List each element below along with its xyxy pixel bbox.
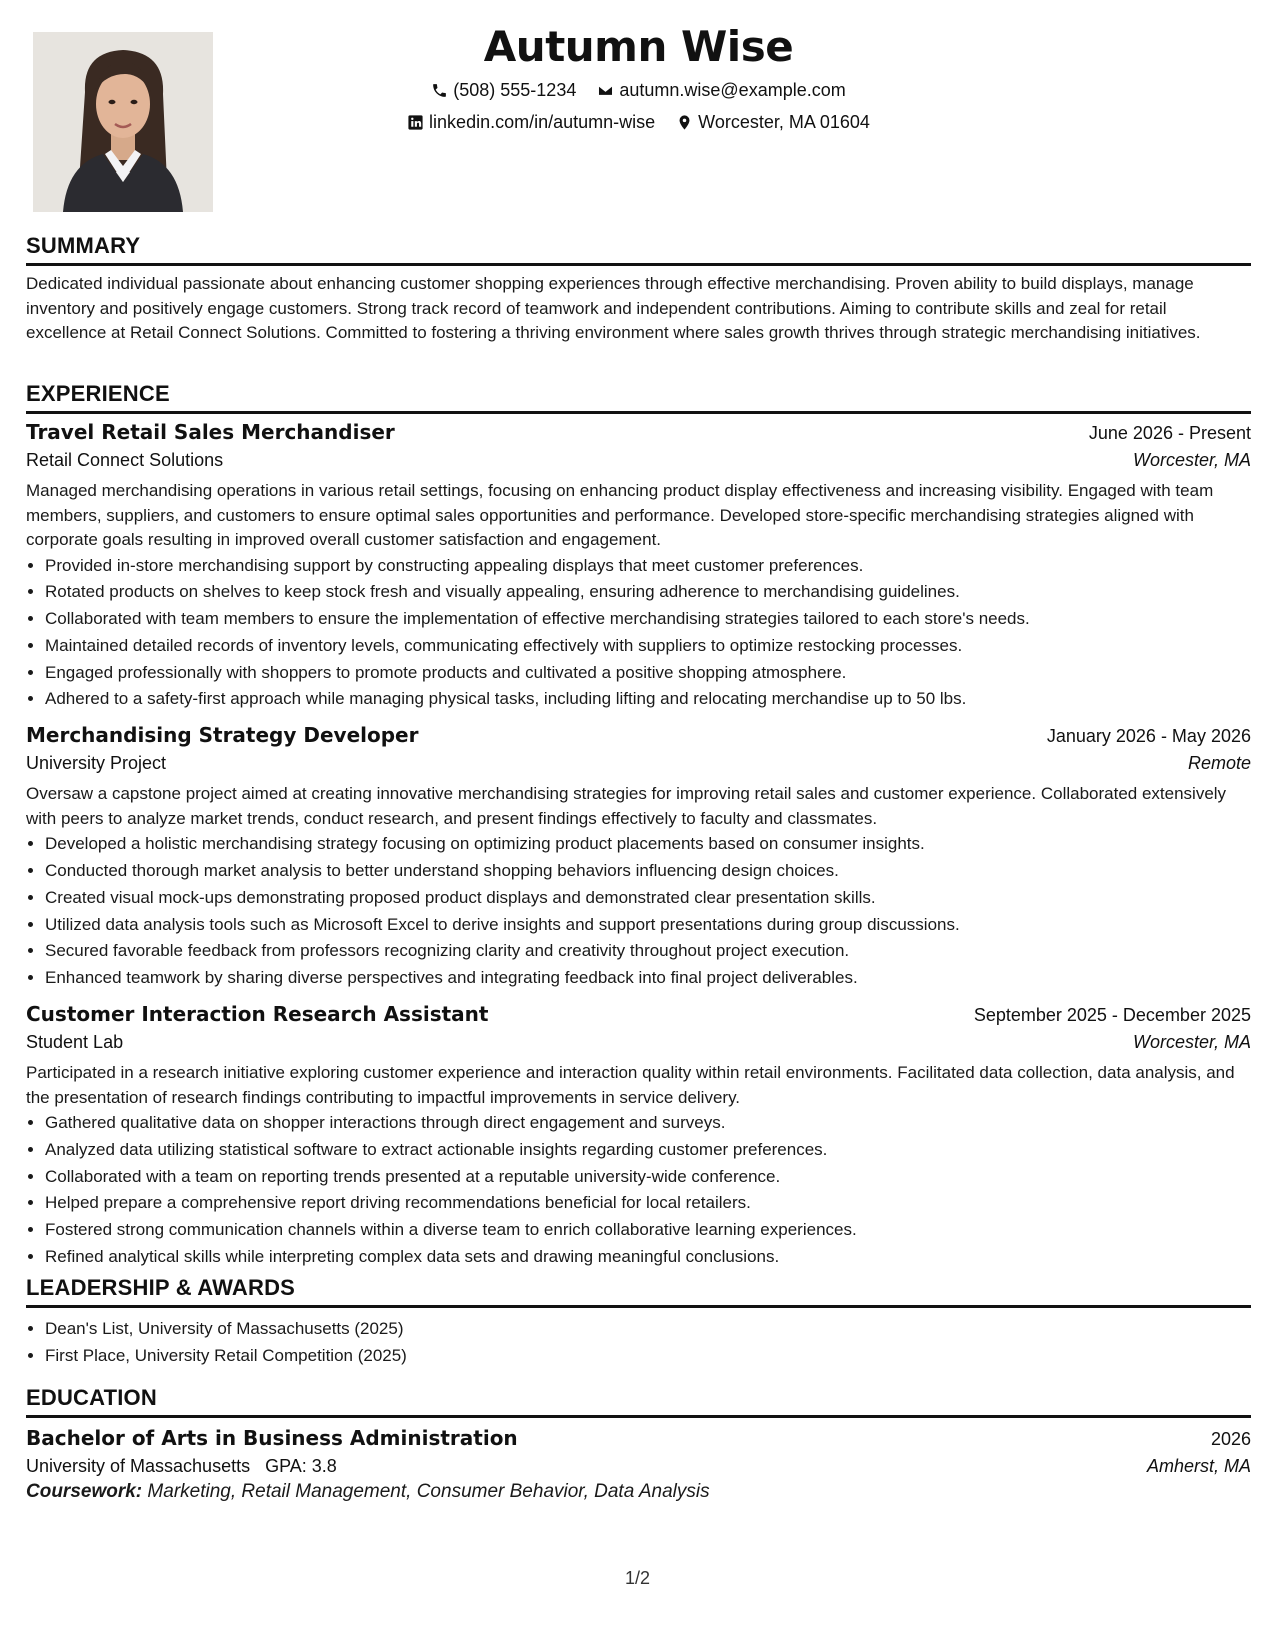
resume-header (26, 0, 1251, 245)
job-header-row (26, 1002, 1251, 1026)
job-location: Worcester, MA (1132, 1032, 1251, 1053)
job-entry (26, 1002, 1251, 1271)
leadership-heading: LEADERSHIP & AWARDS (26, 1275, 1251, 1308)
degree-row (26, 1426, 1251, 1450)
job-entry (26, 723, 1251, 992)
list-item: • Developed a holistic merchandising strategy focusing on optimizing product placements based on consumer insights. (45, 831, 1251, 858)
phone-icon (431, 82, 448, 99)
list-item: • Maintained detailed records of inventory levels, communicating effectively with suppliers to optimize restocking processes. (45, 633, 1251, 660)
experience-heading: EXPERIENCE (26, 381, 1251, 414)
job-description: Participated in a research initiative exploring customer experience and interaction quality within retail environments. Facilitated data collection, data analysis, and the presentation of research findings contributing to impactful improvements in service delivery. (26, 1063, 1235, 1107)
location-text: Worcester, MA 01604 (698, 112, 870, 132)
job-title: Customer Interaction Research Assistant (26, 1002, 489, 1027)
list-item: • Rotated products on shelves to keep stock fresh and visually appealing, ensuring adherence to merchandising guidelines. (45, 579, 1251, 606)
list-item: • Provided in-store merchandising support by constructing appealing displays that meet customer preferences. (45, 553, 1251, 580)
linkedin-contact[interactable] (407, 112, 655, 133)
candidate-name: Autumn Wise (483, 22, 794, 71)
list-item: • Enhanced teamwork by sharing diverse perspectives and integrating feedback into final project deliverables. (45, 965, 1251, 992)
school-location: Amherst, MA (1146, 1456, 1251, 1476)
map-pin-icon (676, 114, 693, 131)
list-item: • Secured favorable feedback from professors recognizing clarity and creativity throughout project execution. (45, 938, 1251, 965)
education-section (26, 1385, 1251, 1503)
job-header-row (26, 420, 1251, 444)
job-location: Worcester, MA (1132, 450, 1251, 470)
list-item: • Collaborated with team members to ensure the implementation of effective merchandising strategies tailored to each store's needs. (45, 606, 1251, 633)
job-bullets (26, 1110, 1251, 1271)
job-header-row (26, 723, 1251, 747)
summary-text: Dedicated individual passionate about enhancing customer shopping experiences through effective merchandising. Proven ability to build displays, manage inventory and positively engage customers. Strong track record of teamwork and independent contributions. Aiming to contribute skills and zeal for retail excellence at Retail Connect Solutions. Committed to fostering a thriving environment where sales growth thrives through strategic merchandising initiatives. (26, 274, 1201, 342)
location-contact (676, 112, 870, 133)
experience-section (26, 381, 1251, 1271)
job-organization: University Project (26, 753, 167, 774)
list-item: • First Place, University Retail Competition (2025) (45, 1343, 1251, 1370)
job-organization: Retail Connect Solutions (26, 450, 224, 470)
list-item: • Collaborated with a team on reporting trends presented at a reputable university-wide conference. (45, 1164, 1251, 1191)
list-item: • Analyzed data utilizing statistical software to extract actionable insights regarding customer preferences. (45, 1137, 1251, 1164)
job-entry (26, 420, 1251, 713)
school-info (26, 1456, 337, 1477)
contact-line-2 (26, 112, 1251, 136)
job-dates: June 2026 - Present (1088, 423, 1251, 443)
contact-line-1 (26, 80, 1251, 104)
resume-page (26, 0, 1251, 1502)
phone-contact[interactable] (431, 80, 576, 101)
job-location: Remote (1187, 753, 1251, 774)
school-name: University of Massachusetts (26, 1456, 251, 1476)
coursework-label: Coursework: (26, 1481, 143, 1502)
list-item: • Utilized data analysis tools such as Microsoft Excel to derive insights and support presentations during group discussions. (45, 912, 1251, 939)
list-item: • Refined analytical skills while interpreting complex data sets and drawing meaningful conclusions. (45, 1244, 1251, 1271)
summary-section (26, 233, 1251, 346)
email-contact[interactable] (597, 80, 845, 101)
job-org-row (26, 1032, 1251, 1053)
list-item: • Gathered qualitative data on shopper interactions through direct engagement and surveys. (45, 1110, 1251, 1137)
job-title: Merchandising Strategy Developer (26, 723, 419, 748)
coursework-list: Marketing, Retail Management, Consumer Behavior, Data Analysis (147, 1481, 710, 1502)
job-dates: January 2026 - May 2026 (1046, 726, 1251, 747)
education-heading: EDUCATION (26, 1385, 1251, 1418)
page-number: 1/2 (624, 1568, 651, 1588)
list-item: • Created visual mock-ups demonstrating proposed product displays and demonstrated clear presentation skills. (45, 885, 1251, 912)
list-item: • Adhered to a safety-first approach while managing physical tasks, including lifting and relocating merchandise up to 50 lbs. (45, 686, 1251, 713)
job-description: Oversaw a capstone project aimed at creating innovative merchandising strategies for improving retail sales and customer experience. Collaborated extensively with peers to analyze market trends, conduct research, and present findings effectively to faculty and classmates. (26, 784, 1227, 828)
job-title: Travel Retail Sales Merchandiser (26, 420, 395, 444)
job-org-row (26, 450, 1251, 471)
linkedin-icon (407, 114, 424, 131)
summary-heading: SUMMARY (26, 233, 1251, 266)
job-bullets (26, 553, 1251, 714)
list-item: • Fostered strong communication channels within a diverse team to enrich collaborative learning experiences. (45, 1217, 1251, 1244)
list-item: • Dean's List, University of Massachusetts (2025) (45, 1316, 1251, 1343)
job-dates: September 2025 - December 2025 (973, 1005, 1251, 1026)
list-item: • Engaged professionally with shoppers to promote products and cultivated a positive shopping atmosphere. (45, 660, 1251, 687)
list-item: • Conducted thorough market analysis to better understand shopping behaviors influencing design choices. (45, 858, 1251, 885)
degree-title: Bachelor of Arts in Business Administration (26, 1426, 518, 1450)
job-description: Managed merchandising operations in various retail settings, focusing on enhancing product display effectiveness and increasing visibility. Engaged with team members, suppliers, and customers to ensure optimal sales opportunities and performance. Developed store-specific merchandising strategies aligned with corporate goals resulting in improved overall customer satisfaction and engagement. (26, 481, 1214, 549)
linkedin-text: linkedin.com/in/autumn-wise (429, 112, 656, 132)
job-bullets (26, 831, 1251, 992)
awards-list (26, 1316, 1251, 1370)
job-organization: Student Lab (26, 1032, 124, 1053)
gpa: GPA: 3.8 (265, 1456, 337, 1476)
job-org-row (26, 753, 1251, 774)
phone-text: (508) 555-1234 (453, 80, 577, 100)
leadership-section (26, 1275, 1251, 1370)
list-item: • Helped prepare a comprehensive report driving recommendations beneficial for local retailers. (45, 1190, 1251, 1217)
school-row (26, 1456, 1251, 1477)
envelope-icon (597, 82, 614, 99)
email-text: autumn.wise@example.com (619, 80, 846, 100)
graduation-year: 2026 (1210, 1429, 1251, 1449)
coursework-line (26, 1481, 1251, 1503)
